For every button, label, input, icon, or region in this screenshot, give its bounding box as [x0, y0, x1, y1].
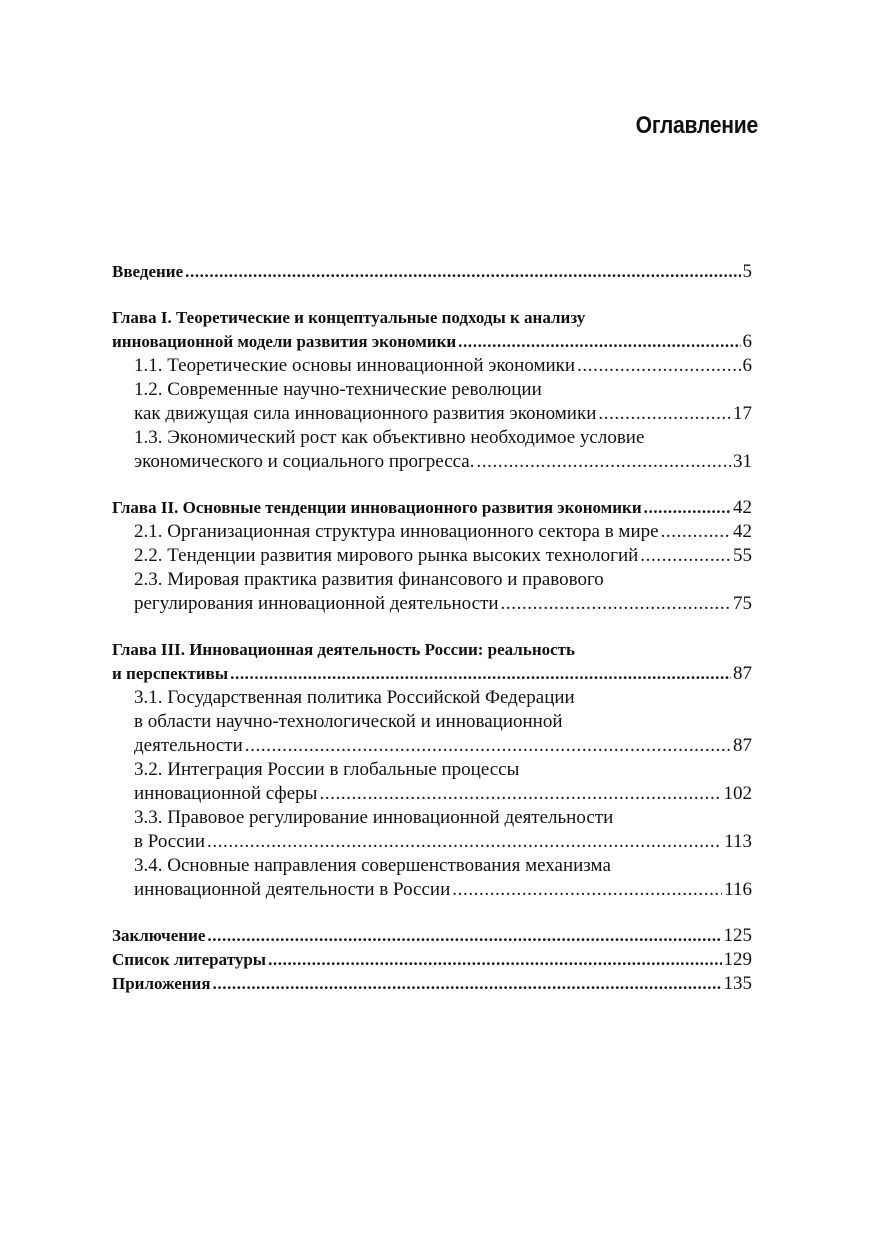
section-title-line: регулирования инновационной деятельности — [134, 593, 499, 614]
dot-leader — [640, 544, 731, 568]
dot-leader — [185, 260, 740, 284]
page-number: 87 — [733, 663, 752, 684]
page-number: 5 — [742, 261, 752, 282]
dot-leader — [268, 948, 721, 972]
section-title-line: 2.1. Организационная структура инновационного сектора в мире — [134, 521, 659, 542]
page-number: 6 — [742, 355, 752, 376]
dot-leader — [207, 924, 721, 948]
dot-leader — [577, 354, 740, 378]
page-number: 42 — [733, 497, 752, 518]
dot-leader — [644, 496, 731, 520]
toc-entry-introduction[interactable] — [112, 260, 752, 284]
toc-entry-title: Заключение — [112, 926, 206, 945]
chapter-title-line: и перспективы — [112, 664, 229, 683]
section-title-line: в России — [134, 831, 205, 852]
toc-chapter-1[interactable] — [112, 306, 752, 354]
page-number: 135 — [723, 973, 752, 994]
dot-leader — [458, 330, 740, 354]
page-number: 87 — [733, 735, 752, 756]
dot-leader — [476, 450, 731, 474]
dot-leader — [452, 878, 722, 902]
section-title-line: как движущая сила инновационного развития экономики — [134, 403, 597, 424]
page-number: 102 — [723, 783, 752, 804]
toc-section-2-3[interactable] — [112, 568, 752, 616]
dot-leader — [319, 782, 721, 806]
chapter-title-line: инновационной модели развития экономики — [112, 332, 457, 351]
toc-entry-bibliography[interactable] — [112, 948, 752, 972]
section-title-line: экономического и социального прогресса. — [134, 451, 475, 472]
toc-entry-appendices[interactable] — [112, 972, 752, 996]
toc-section-1-2[interactable] — [112, 378, 752, 426]
section-title-line: 3.2. Интеграция России в глобальные процессы — [134, 759, 520, 780]
dot-leader — [501, 592, 731, 616]
page-number: 129 — [723, 949, 752, 970]
toc-section-3-3[interactable] — [112, 806, 752, 854]
toc-entry-title: Введение — [112, 262, 184, 281]
table-of-contents — [112, 260, 752, 996]
section-title-line: инновационной сферы — [134, 783, 318, 804]
section-title-line: 3.3. Правовое регулирование инновационной деятельности — [134, 807, 614, 828]
toc-section-3-4[interactable] — [112, 854, 752, 902]
section-title-line: 1.2. Современные научно-технические революции — [134, 379, 542, 400]
section-title-line: 2.3. Мировая практика развития финансового и правового — [134, 569, 604, 590]
dot-leader — [230, 662, 731, 686]
section-title-line: деятельности — [134, 735, 243, 756]
toc-entry-title: Список литературы — [112, 950, 267, 969]
toc-entry-conclusion[interactable] — [112, 924, 752, 948]
dot-leader — [207, 830, 722, 854]
page-number: 113 — [724, 831, 752, 852]
section-title-line: 2.2. Тенденции развития мирового рынка высоких технологий — [134, 545, 639, 566]
toc-section-1-3[interactable] — [112, 426, 752, 474]
page-number: 31 — [733, 451, 752, 472]
page-title: Оглавление — [635, 112, 758, 139]
toc-chapter-3[interactable] — [112, 638, 752, 686]
chapter-title-line: Глава II. Основные тенденции инновационного развития экономики — [112, 498, 642, 517]
dot-leader — [213, 972, 722, 996]
section-title-line: инновационной деятельности в России — [134, 879, 451, 900]
section-title-line: 1.1. Теоретические основы инновационной экономики — [134, 355, 576, 376]
dot-leader — [661, 520, 731, 544]
section-title-line: в области научно-технологической и инновационной — [134, 711, 563, 732]
section-title-line: 1.3. Экономический рост как объективно необходимое условие — [134, 427, 645, 448]
page-number: 42 — [733, 521, 752, 542]
section-title-line: 3.1. Государственная политика Российской Федерации — [134, 687, 575, 708]
toc-chapter-2[interactable] — [112, 496, 752, 520]
page-number: 125 — [723, 925, 752, 946]
toc-section-3-2[interactable] — [112, 758, 752, 806]
page-number: 6 — [742, 331, 752, 352]
page-number: 55 — [733, 545, 752, 566]
chapter-title-line: Глава III. Инновационная деятельность России: реальность — [112, 640, 576, 659]
dot-leader — [598, 402, 731, 426]
section-title-line: 3.4. Основные направления совершенствования механизма — [134, 855, 611, 876]
toc-entry-title: Приложения — [112, 974, 211, 993]
toc-section-3-1[interactable] — [112, 686, 752, 758]
page-number: 75 — [733, 593, 752, 614]
page-number: 17 — [733, 403, 752, 424]
toc-section-1-1[interactable] — [112, 354, 752, 378]
dot-leader — [245, 734, 731, 758]
toc-section-2-1[interactable] — [112, 520, 752, 544]
chapter-title-line: Глава I. Теоретические и концептуальные подходы к анализу — [112, 308, 586, 327]
page-number: 116 — [724, 879, 752, 900]
toc-section-2-2[interactable] — [112, 544, 752, 568]
